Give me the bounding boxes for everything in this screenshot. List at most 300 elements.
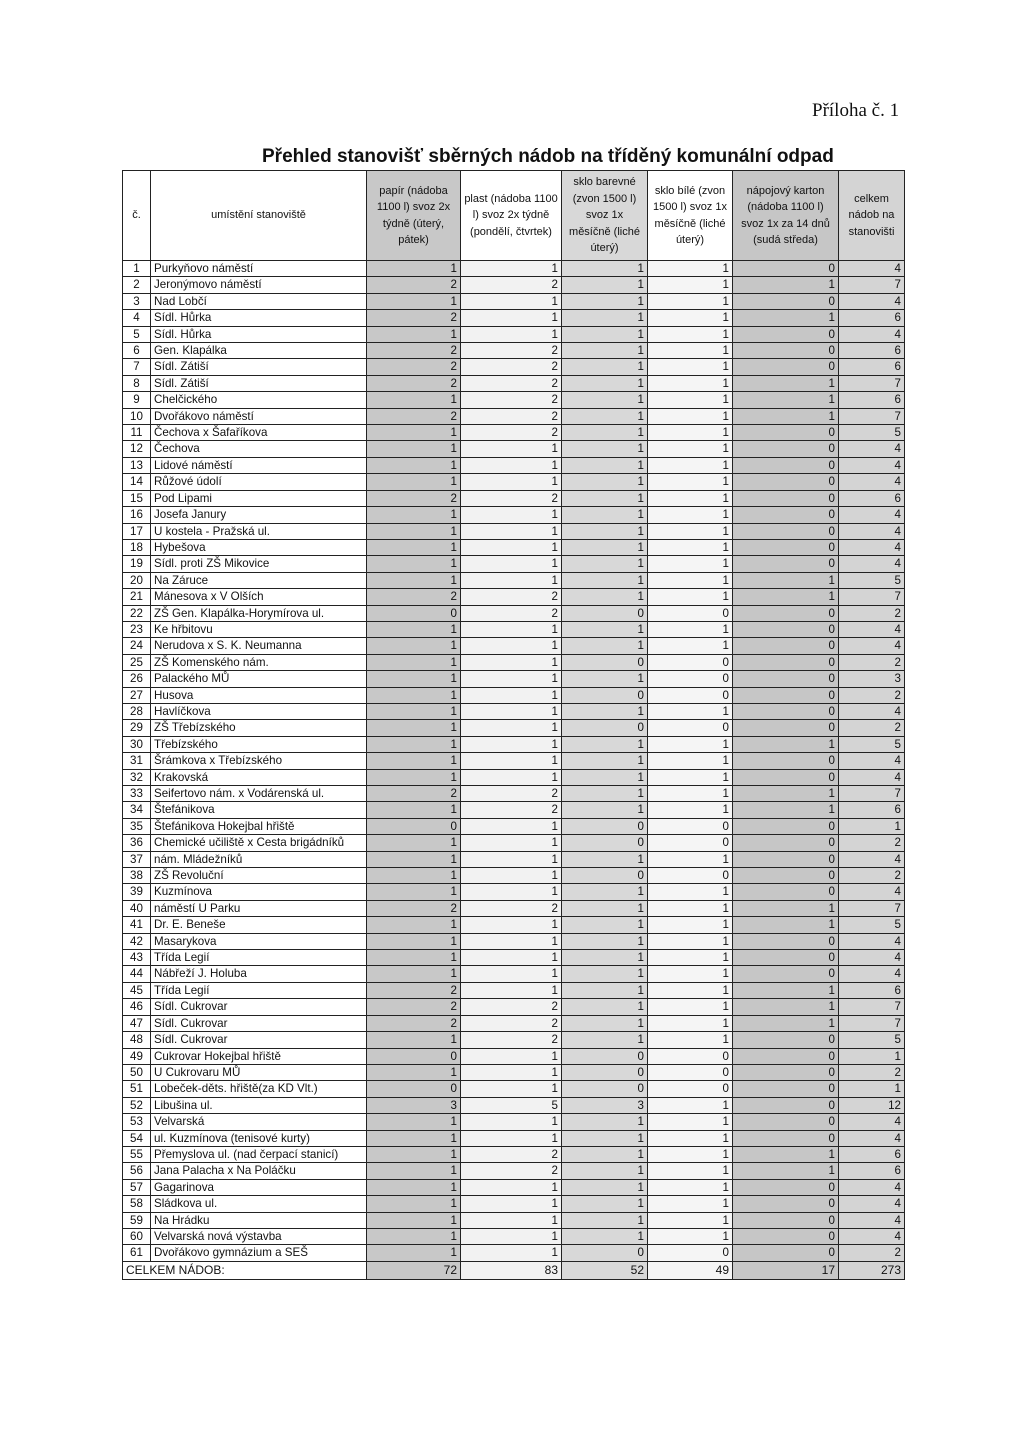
row-number: 24 xyxy=(123,638,151,654)
white-glass-count: 0 xyxy=(648,687,733,703)
beverage-carton-count: 0 xyxy=(733,539,839,555)
white-glass-count: 0 xyxy=(648,1081,733,1097)
white-glass-count: 1 xyxy=(648,736,733,752)
total-count: 4 xyxy=(839,1179,905,1195)
table-row xyxy=(123,310,905,326)
plastic-count: 1 xyxy=(461,507,562,523)
total-count: 7 xyxy=(839,786,905,802)
white-glass-count: 1 xyxy=(648,1146,733,1162)
colored-glass-count: 1 xyxy=(562,408,648,424)
row-number: 42 xyxy=(123,933,151,949)
paper-count: 2 xyxy=(367,999,461,1015)
total-count: 5 xyxy=(839,1032,905,1048)
beverage-carton-count: 0 xyxy=(733,1196,839,1212)
total-count: 2 xyxy=(839,605,905,621)
plastic-count: 2 xyxy=(461,490,562,506)
row-location: nám. Mládežníků xyxy=(151,851,367,867)
row-location: U Cukrovaru MŮ xyxy=(151,1064,367,1080)
paper-count: 1 xyxy=(367,638,461,654)
white-glass-count: 0 xyxy=(648,671,733,687)
paper-count: 1 xyxy=(367,539,461,555)
row-number: 48 xyxy=(123,1032,151,1048)
plastic-count: 5 xyxy=(461,1097,562,1113)
header-location: umístění stanoviště xyxy=(151,171,367,261)
colored-glass-count: 1 xyxy=(562,572,648,588)
plastic-count: 1 xyxy=(461,1081,562,1097)
beverage-carton-count: 1 xyxy=(733,408,839,424)
row-number: 10 xyxy=(123,408,151,424)
paper-count: 1 xyxy=(367,868,461,884)
beverage-carton-count: 1 xyxy=(733,736,839,752)
paper-count: 1 xyxy=(367,1130,461,1146)
white-glass-count: 1 xyxy=(648,786,733,802)
plastic-count: 1 xyxy=(461,474,562,490)
row-number: 57 xyxy=(123,1179,151,1195)
total-count: 6 xyxy=(839,392,905,408)
beverage-carton-count: 0 xyxy=(733,490,839,506)
colored-glass-count: 1 xyxy=(562,1146,648,1162)
paper-count: 1 xyxy=(367,687,461,703)
table-row xyxy=(123,950,905,966)
row-location: Libušina ul. xyxy=(151,1097,367,1113)
paper-count: 1 xyxy=(367,1245,461,1261)
row-number: 32 xyxy=(123,769,151,785)
row-number: 2 xyxy=(123,277,151,293)
collection-sites-table xyxy=(122,170,905,1280)
total-count: 2 xyxy=(839,1064,905,1080)
plastic-count: 1 xyxy=(461,556,562,572)
row-number: 36 xyxy=(123,835,151,851)
row-location: Chelčického xyxy=(151,392,367,408)
colored-glass-count: 1 xyxy=(562,769,648,785)
plastic-count: 2 xyxy=(461,425,562,441)
beverage-carton-count: 1 xyxy=(733,1163,839,1179)
colored-glass-count: 1 xyxy=(562,589,648,605)
beverage-carton-count: 0 xyxy=(733,835,839,851)
colored-glass-count: 1 xyxy=(562,621,648,637)
total-count: 2 xyxy=(839,720,905,736)
plastic-count: 2 xyxy=(461,786,562,802)
white-glass-count: 1 xyxy=(648,753,733,769)
total-count: 1 xyxy=(839,1081,905,1097)
row-number: 21 xyxy=(123,589,151,605)
table-row xyxy=(123,589,905,605)
table-row xyxy=(123,1081,905,1097)
paper-count: 1 xyxy=(367,654,461,670)
paper-count: 2 xyxy=(367,408,461,424)
colored-glass-count: 1 xyxy=(562,556,648,572)
row-location: Čechova x Šafaříkova xyxy=(151,425,367,441)
total-count: 4 xyxy=(839,753,905,769)
row-number: 16 xyxy=(123,507,151,523)
row-location: ZŠ Revoluční xyxy=(151,868,367,884)
total-count: 2 xyxy=(839,687,905,703)
row-number: 39 xyxy=(123,884,151,900)
row-number: 52 xyxy=(123,1097,151,1113)
beverage-carton-count: 0 xyxy=(733,851,839,867)
total-count: 12 xyxy=(839,1097,905,1113)
total-count: 4 xyxy=(839,556,905,572)
plastic-count: 2 xyxy=(461,605,562,621)
paper-count: 1 xyxy=(367,933,461,949)
table-row xyxy=(123,457,905,473)
paper-count: 1 xyxy=(367,556,461,572)
plastic-count: 1 xyxy=(461,621,562,637)
row-location: ul. Kuzmínova (tenisové kurty) xyxy=(151,1130,367,1146)
row-number: 60 xyxy=(123,1228,151,1244)
colored-glass-count: 0 xyxy=(562,835,648,851)
row-number: 19 xyxy=(123,556,151,572)
white-glass-count: 1 xyxy=(648,950,733,966)
paper-count: 1 xyxy=(367,441,461,457)
row-location: náměstí U Parku xyxy=(151,900,367,916)
table-row xyxy=(123,638,905,654)
table-row xyxy=(123,1032,905,1048)
colored-glass-count: 1 xyxy=(562,277,648,293)
row-number: 27 xyxy=(123,687,151,703)
colored-glass-count: 1 xyxy=(562,638,648,654)
table-row xyxy=(123,1163,905,1179)
paper-count: 1 xyxy=(367,474,461,490)
paper-count: 1 xyxy=(367,1196,461,1212)
white-glass-count: 1 xyxy=(648,933,733,949)
annex-label: Příloha č. 1 xyxy=(812,100,900,121)
paper-count: 1 xyxy=(367,720,461,736)
row-location: Sídl. Cukrovar xyxy=(151,999,367,1015)
row-location: Cukrovar Hokejbal hřiště xyxy=(151,1048,367,1064)
colored-glass-count: 1 xyxy=(562,1179,648,1195)
paper-count: 3 xyxy=(367,1097,461,1113)
plastic-count: 1 xyxy=(461,1179,562,1195)
row-location: Seifertovo nám. x Vodárenská ul. xyxy=(151,786,367,802)
white-glass-count: 1 xyxy=(648,589,733,605)
row-location: Třída Legií xyxy=(151,950,367,966)
colored-glass-count: 1 xyxy=(562,703,648,719)
row-number: 25 xyxy=(123,654,151,670)
colored-glass-count: 1 xyxy=(562,736,648,752)
white-glass-count: 1 xyxy=(648,523,733,539)
colored-glass-count: 0 xyxy=(562,654,648,670)
white-glass-count: 1 xyxy=(648,572,733,588)
colored-glass-count: 1 xyxy=(562,523,648,539)
white-glass-count: 1 xyxy=(648,293,733,309)
paper-count: 1 xyxy=(367,671,461,687)
table-row xyxy=(123,326,905,342)
colored-glass-count: 1 xyxy=(562,1114,648,1130)
beverage-carton-count: 0 xyxy=(733,425,839,441)
paper-count: 1 xyxy=(367,1146,461,1162)
plastic-count: 1 xyxy=(461,917,562,933)
row-location: ZŠ Třebízského xyxy=(151,720,367,736)
plastic-count: 1 xyxy=(461,818,562,834)
beverage-carton-count: 0 xyxy=(733,671,839,687)
beverage-carton-count: 1 xyxy=(733,572,839,588)
paper-count: 2 xyxy=(367,310,461,326)
table-row xyxy=(123,507,905,523)
header-paper: papír (nádoba 1100 l) svoz 2x týdně (úterý, pátek) xyxy=(367,171,461,261)
total-count: 6 xyxy=(839,490,905,506)
white-glass-count: 1 xyxy=(648,1114,733,1130)
total-count: 4 xyxy=(839,621,905,637)
row-location: Purkyňovo náměstí xyxy=(151,261,367,277)
total-count: 2 xyxy=(839,654,905,670)
table-row xyxy=(123,786,905,802)
row-number: 31 xyxy=(123,753,151,769)
table-row xyxy=(123,736,905,752)
plastic-count: 1 xyxy=(461,671,562,687)
plastic-count: 2 xyxy=(461,1146,562,1162)
total-count: 6 xyxy=(839,310,905,326)
table-row xyxy=(123,982,905,998)
beverage-carton-count: 0 xyxy=(733,507,839,523)
plastic-count: 1 xyxy=(461,457,562,473)
row-location: Velvarská xyxy=(151,1114,367,1130)
white-glass-count: 1 xyxy=(648,392,733,408)
table-row xyxy=(123,1179,905,1195)
colored-glass-count: 1 xyxy=(562,1015,648,1031)
table-row xyxy=(123,1015,905,1031)
total-count: 4 xyxy=(839,457,905,473)
beverage-carton-count: 1 xyxy=(733,589,839,605)
plastic-count: 1 xyxy=(461,1064,562,1080)
white-glass-count: 1 xyxy=(648,851,733,867)
paper-count: 1 xyxy=(367,736,461,752)
white-glass-count: 1 xyxy=(648,999,733,1015)
white-glass-count: 0 xyxy=(648,1048,733,1064)
table-row xyxy=(123,933,905,949)
table-row xyxy=(123,1146,905,1162)
beverage-carton-count: 1 xyxy=(733,900,839,916)
beverage-carton-count: 0 xyxy=(733,638,839,654)
total-count: 5 xyxy=(839,425,905,441)
plastic-count: 1 xyxy=(461,261,562,277)
paper-count: 1 xyxy=(367,457,461,473)
white-glass-count: 1 xyxy=(648,966,733,982)
row-location: Gen. Klapálka xyxy=(151,343,367,359)
row-number: 11 xyxy=(123,425,151,441)
row-number: 20 xyxy=(123,572,151,588)
paper-count: 2 xyxy=(367,982,461,998)
white-glass-count: 1 xyxy=(648,539,733,555)
white-glass-count: 1 xyxy=(648,802,733,818)
row-number: 33 xyxy=(123,786,151,802)
row-number: 49 xyxy=(123,1048,151,1064)
white-glass-count: 1 xyxy=(648,261,733,277)
row-number: 56 xyxy=(123,1163,151,1179)
row-location: Velvarská nová výstavba xyxy=(151,1228,367,1244)
row-number: 34 xyxy=(123,802,151,818)
colored-glass-count: 1 xyxy=(562,474,648,490)
row-number: 7 xyxy=(123,359,151,375)
header-total-bins: celkem nádob na stanovišti xyxy=(839,171,905,261)
total-count: 4 xyxy=(839,293,905,309)
paper-count: 0 xyxy=(367,818,461,834)
total-count: 4 xyxy=(839,638,905,654)
white-glass-count: 1 xyxy=(648,900,733,916)
colored-glass-count: 1 xyxy=(562,326,648,342)
table-row xyxy=(123,277,905,293)
paper-count: 2 xyxy=(367,343,461,359)
colored-glass-count: 1 xyxy=(562,933,648,949)
white-glass-count: 1 xyxy=(648,1196,733,1212)
colored-glass-count: 1 xyxy=(562,425,648,441)
colored-glass-count: 1 xyxy=(562,900,648,916)
row-number: 30 xyxy=(123,736,151,752)
plastic-count: 1 xyxy=(461,523,562,539)
row-location: Chemické učiliště x Cesta brigádníků xyxy=(151,835,367,851)
beverage-carton-count: 0 xyxy=(733,884,839,900)
white-glass-count: 1 xyxy=(648,277,733,293)
row-location: Čechova xyxy=(151,441,367,457)
row-location: Sídl. Cukrovar xyxy=(151,1032,367,1048)
colored-glass-count: 1 xyxy=(562,950,648,966)
row-location: Husova xyxy=(151,687,367,703)
total-count: 4 xyxy=(839,950,905,966)
total-count: 1 xyxy=(839,1048,905,1064)
total-count: 4 xyxy=(839,1130,905,1146)
plastic-count: 2 xyxy=(461,277,562,293)
table-row xyxy=(123,474,905,490)
table-row xyxy=(123,375,905,391)
row-number: 58 xyxy=(123,1196,151,1212)
row-location: Hybešova xyxy=(151,539,367,555)
header-beverage-carton: nápojový karton (nádoba 1100 l) svoz 1x za 14 dnů (sudá středa) xyxy=(733,171,839,261)
paper-count: 1 xyxy=(367,1228,461,1244)
beverage-carton-count: 0 xyxy=(733,441,839,457)
plastic-count: 1 xyxy=(461,868,562,884)
white-glass-count: 1 xyxy=(648,408,733,424)
table-row xyxy=(123,293,905,309)
plastic-count: 1 xyxy=(461,293,562,309)
totals-label: CELKEM NÁDOB: xyxy=(123,1261,367,1279)
beverage-carton-count: 0 xyxy=(733,703,839,719)
colored-glass-count: 0 xyxy=(562,1064,648,1080)
row-number: 35 xyxy=(123,818,151,834)
paper-count: 1 xyxy=(367,1179,461,1195)
paper-count: 0 xyxy=(367,605,461,621)
beverage-carton-count: 0 xyxy=(733,261,839,277)
row-location: Ke hřbitovu xyxy=(151,621,367,637)
row-number: 55 xyxy=(123,1146,151,1162)
colored-glass-count: 0 xyxy=(562,1245,648,1261)
table-row xyxy=(123,1097,905,1113)
row-number: 9 xyxy=(123,392,151,408)
total-count: 6 xyxy=(839,1163,905,1179)
white-glass-count: 0 xyxy=(648,1245,733,1261)
table-row xyxy=(123,1245,905,1261)
row-location: Krakovská xyxy=(151,769,367,785)
row-location: Dvořákovo náměstí xyxy=(151,408,367,424)
beverage-carton-count: 0 xyxy=(733,687,839,703)
table-row xyxy=(123,1212,905,1228)
paper-count: 1 xyxy=(367,621,461,637)
white-glass-count: 1 xyxy=(648,1212,733,1228)
row-number: 43 xyxy=(123,950,151,966)
beverage-carton-count: 0 xyxy=(733,359,839,375)
row-location: Nad Lobčí xyxy=(151,293,367,309)
table-row xyxy=(123,671,905,687)
total-count: 7 xyxy=(839,408,905,424)
beverage-carton-count: 0 xyxy=(733,933,839,949)
paper-count: 2 xyxy=(367,900,461,916)
table-row xyxy=(123,621,905,637)
beverage-carton-count: 1 xyxy=(733,392,839,408)
white-glass-count: 1 xyxy=(648,507,733,523)
row-location: Lobeček-děts. hřiště(za KD Vlt.) xyxy=(151,1081,367,1097)
paper-count: 2 xyxy=(367,786,461,802)
row-number: 54 xyxy=(123,1130,151,1146)
row-location: Šrámkova x Třebízského xyxy=(151,753,367,769)
header-white-glass: sklo bílé (zvon 1500 l) svoz 1x měsíčně (liché úterý) xyxy=(648,171,733,261)
table-row xyxy=(123,769,905,785)
total-count: 5 xyxy=(839,572,905,588)
beverage-carton-count: 0 xyxy=(733,1245,839,1261)
colored-glass-count: 1 xyxy=(562,507,648,523)
white-glass-count: 1 xyxy=(648,326,733,342)
plastic-count: 2 xyxy=(461,1032,562,1048)
table-row xyxy=(123,425,905,441)
plastic-count: 1 xyxy=(461,654,562,670)
white-glass-count: 1 xyxy=(648,703,733,719)
total-count: 4 xyxy=(839,933,905,949)
plastic-count: 1 xyxy=(461,1228,562,1244)
row-number: 26 xyxy=(123,671,151,687)
row-number: 46 xyxy=(123,999,151,1015)
table-row xyxy=(123,392,905,408)
colored-glass-count: 1 xyxy=(562,359,648,375)
plastic-count: 1 xyxy=(461,703,562,719)
table-row xyxy=(123,261,905,277)
row-number: 13 xyxy=(123,457,151,473)
total-all-bins: 273 xyxy=(839,1261,905,1279)
row-location: Sídl. Zátiší xyxy=(151,359,367,375)
table-row xyxy=(123,835,905,851)
plastic-count: 1 xyxy=(461,539,562,555)
beverage-carton-count: 1 xyxy=(733,802,839,818)
paper-count: 1 xyxy=(367,572,461,588)
plastic-count: 1 xyxy=(461,326,562,342)
colored-glass-count: 1 xyxy=(562,802,648,818)
white-glass-count: 1 xyxy=(648,917,733,933)
beverage-carton-count: 1 xyxy=(733,375,839,391)
beverage-carton-count: 1 xyxy=(733,1015,839,1031)
table-row xyxy=(123,753,905,769)
row-number: 14 xyxy=(123,474,151,490)
table-row xyxy=(123,1228,905,1244)
colored-glass-count: 1 xyxy=(562,786,648,802)
paper-count: 1 xyxy=(367,507,461,523)
white-glass-count: 1 xyxy=(648,621,733,637)
row-location: Třída Legií xyxy=(151,982,367,998)
plastic-count: 1 xyxy=(461,572,562,588)
white-glass-count: 0 xyxy=(648,868,733,884)
paper-count: 2 xyxy=(367,490,461,506)
row-location: Kuzmínova xyxy=(151,884,367,900)
beverage-carton-count: 0 xyxy=(733,1130,839,1146)
row-number: 38 xyxy=(123,868,151,884)
plastic-count: 1 xyxy=(461,1196,562,1212)
row-location: Josefa Janury xyxy=(151,507,367,523)
beverage-carton-count: 0 xyxy=(733,621,839,637)
beverage-carton-count: 1 xyxy=(733,982,839,998)
beverage-carton-count: 1 xyxy=(733,786,839,802)
plastic-count: 2 xyxy=(461,900,562,916)
white-glass-count: 1 xyxy=(648,490,733,506)
white-glass-count: 1 xyxy=(648,1015,733,1031)
plastic-count: 1 xyxy=(461,933,562,949)
table-header-row xyxy=(123,171,905,261)
row-location: Třebízského xyxy=(151,736,367,752)
